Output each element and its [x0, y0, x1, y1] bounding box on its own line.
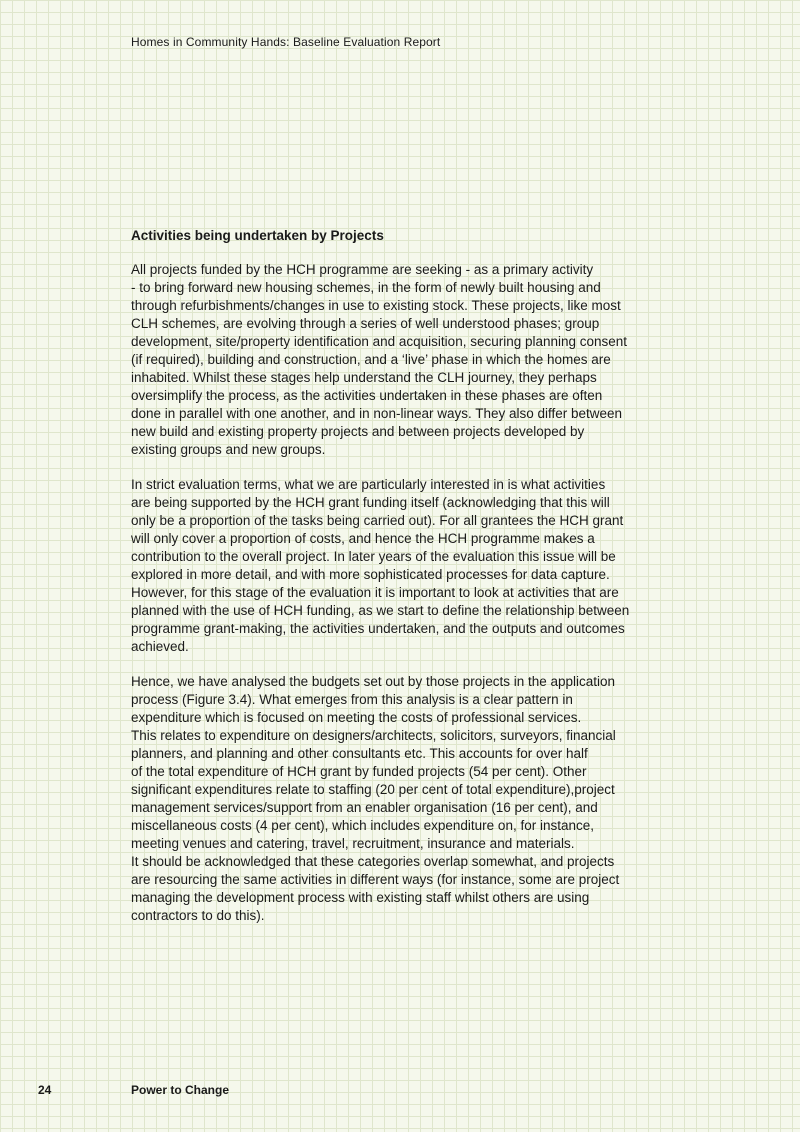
running-header: Homes in Community Hands: Baseline Evaluation Report — [131, 35, 441, 49]
paragraph-3: Hence, we have analysed the budgets set out by those projects in the application process (Figure 3.4). What emerges from this analysis is a clear pattern in expenditure which is focused on meeting the costs of professional services. This relates to expenditure on designers/architects, solicitors, surveyors, financial planners, and planning and other consultants etc. This accounts for over half of the total expenditure of HCH grant by funded projects (54 per cent). Other significant expenditures relate to staffing (20 per cent of total expenditure),project management services/support from an enabler organisation (16 per cent), and miscellaneous costs (4 per cent), which includes expenditure on, for instance, meeting venues and catering, travel, recruitment, insurance and materials. It should be acknowledged that these categories overlap somewhat, and projects are resourcing the same activities in different ways (for instance, some are project managing the development process with existing staff whilst others are using contractors to do this). — [131, 674, 620, 923]
section-title: Activities being undertaken by Projects — [131, 228, 384, 243]
page-number: 24 — [38, 1083, 52, 1097]
paragraph-1: All projects funded by the HCH programme are seeking - as a primary activity - to bring forward new housing schemes, in the form of newly built housing and through refurbishments/changes in use to existing stock. These projects, like most CLH schemes, are evolving through a series of well understood phases; group development, site/property identification and acquisition, securing planning consent (if required), building and construction, and a ‘live’ phase in which the homes are inhabited. Whilst these stages help understand the CLH journey, they perhaps oversimplify the process, as the activities undertaken in these phases are often done in parallel with one another, and in non-linear ways. They also differ between new build and existing property projects and between projects developed by existing groups and new groups. — [131, 262, 628, 457]
main-content — [131, 228, 676, 942]
footer-brand: Power to Change — [131, 1083, 230, 1097]
paragraph-2: In strict evaluation terms, what we are particularly interested in is what activities are being supported by the HCH grant funding itself (acknowledging that this will only be a proportion of the tasks being carried out). For all grantees the HCH grant will only cover a proportion of costs, and hence the HCH programme makes a contribution to the overall project. In later years of the evaluation this issue will be explored in more detail, and with more sophisticated processes for data capture. However, for this stage of the evaluation it is important to look at activities that are planned with the use of HCH funding, as we start to define the relationship between programme grant-making, the activities undertaken, and the outputs and outcomes achieved. — [131, 477, 630, 654]
